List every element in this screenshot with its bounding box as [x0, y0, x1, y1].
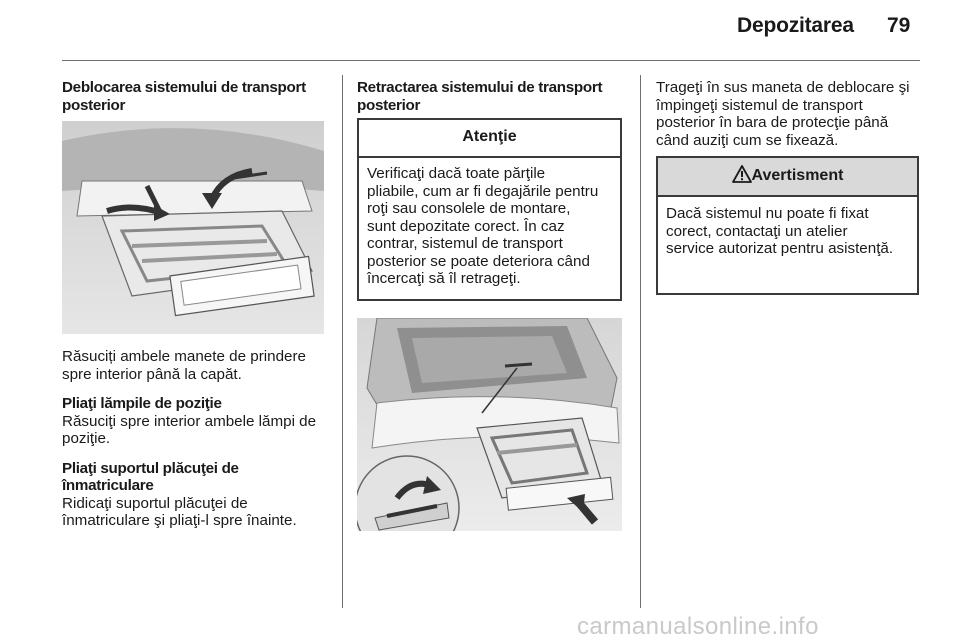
warning-box	[656, 156, 919, 295]
text-line: posterior în bara de protecţie până	[656, 114, 889, 131]
text-line: Dacă sistemul nu poate fi fixat	[666, 205, 869, 222]
text-line: poziţie.	[62, 430, 111, 447]
text-line: Ridicaţi suportul plăcuţei de	[62, 494, 248, 512]
text-line: posterior se poate deteriora când	[367, 252, 590, 270]
caution-box	[357, 118, 622, 301]
watermark-text: carmanualsonline.info	[577, 613, 819, 640]
text-line: contrar, sistemul de transport	[367, 235, 563, 252]
heading-line: Pliaţi suportul plăcuţei de	[62, 459, 239, 477]
text-line: Trageţi în sus maneta de deblocare şi	[656, 79, 910, 96]
heading-line: Deblocarea sistemului de transport	[62, 79, 306, 96]
column-2	[357, 79, 632, 114]
rear-carrier-retract-illustration	[357, 318, 622, 531]
warning-triangle-icon	[732, 165, 752, 183]
text-line: Răsuciţi spre interior ambele lămpi de	[62, 412, 317, 430]
column-divider-1	[342, 75, 343, 608]
text-line: Răsuciți ambele manete de prindere	[62, 348, 306, 365]
column-divider-2	[640, 75, 641, 608]
page-header-title: Depozitarea	[737, 14, 854, 37]
heading-line: înmatriculare	[62, 477, 154, 494]
rear-carrier-unlock-illustration	[62, 121, 324, 334]
heading-line: Retractarea sistemului de transport	[357, 79, 603, 96]
text-line: când auziţi cum se fixează.	[656, 131, 839, 149]
heading-line: posterior	[62, 96, 126, 114]
text-line: service autorizat pentru asistenţă.	[666, 240, 894, 257]
warning-body	[658, 197, 917, 258]
subheading-lamps: Pliaţi lămpile de poziţie	[62, 395, 222, 412]
text-line: încercaţi să îl retrageţi.	[367, 270, 521, 287]
warning-title: Avertisment	[751, 167, 844, 184]
text-line: sunt depozitate corect. În caz	[367, 217, 565, 235]
heading-line: posterior	[357, 96, 421, 114]
lamps-paragraph	[62, 413, 337, 448]
text-line: înmatriculare şi pliaţi-l spre înainte.	[62, 512, 297, 529]
caution-body	[359, 158, 620, 288]
text-line: împingeţi sistemul de transport	[656, 96, 863, 114]
column-1	[62, 79, 337, 114]
text-line: corect, contactaţi un atelier	[666, 222, 848, 240]
instruction-paragraph	[62, 348, 337, 383]
column-1-body	[62, 348, 337, 530]
figure-rear-carrier-unlock	[62, 121, 324, 334]
section-heading-retract	[357, 79, 632, 114]
column-3	[656, 79, 921, 149]
page-number: 79	[887, 14, 911, 37]
header-divider	[62, 60, 920, 61]
section-heading-unlock	[62, 79, 337, 114]
text-line: Verificaţi dacă toate părţile	[367, 165, 546, 182]
plate-holder-paragraph	[62, 495, 337, 530]
retract-instruction-paragraph	[656, 79, 921, 149]
text-line: pliabile, cum ar fi degajările pentru	[367, 182, 599, 200]
figure-rear-carrier-retract	[357, 318, 622, 531]
warning-header	[658, 158, 917, 197]
subheading-plate-holder	[62, 460, 337, 495]
text-line: roţi sau consolele de montare,	[367, 200, 571, 217]
caution-title: Atenţie	[359, 120, 620, 158]
text-line: spre interior până la capăt.	[62, 365, 242, 383]
